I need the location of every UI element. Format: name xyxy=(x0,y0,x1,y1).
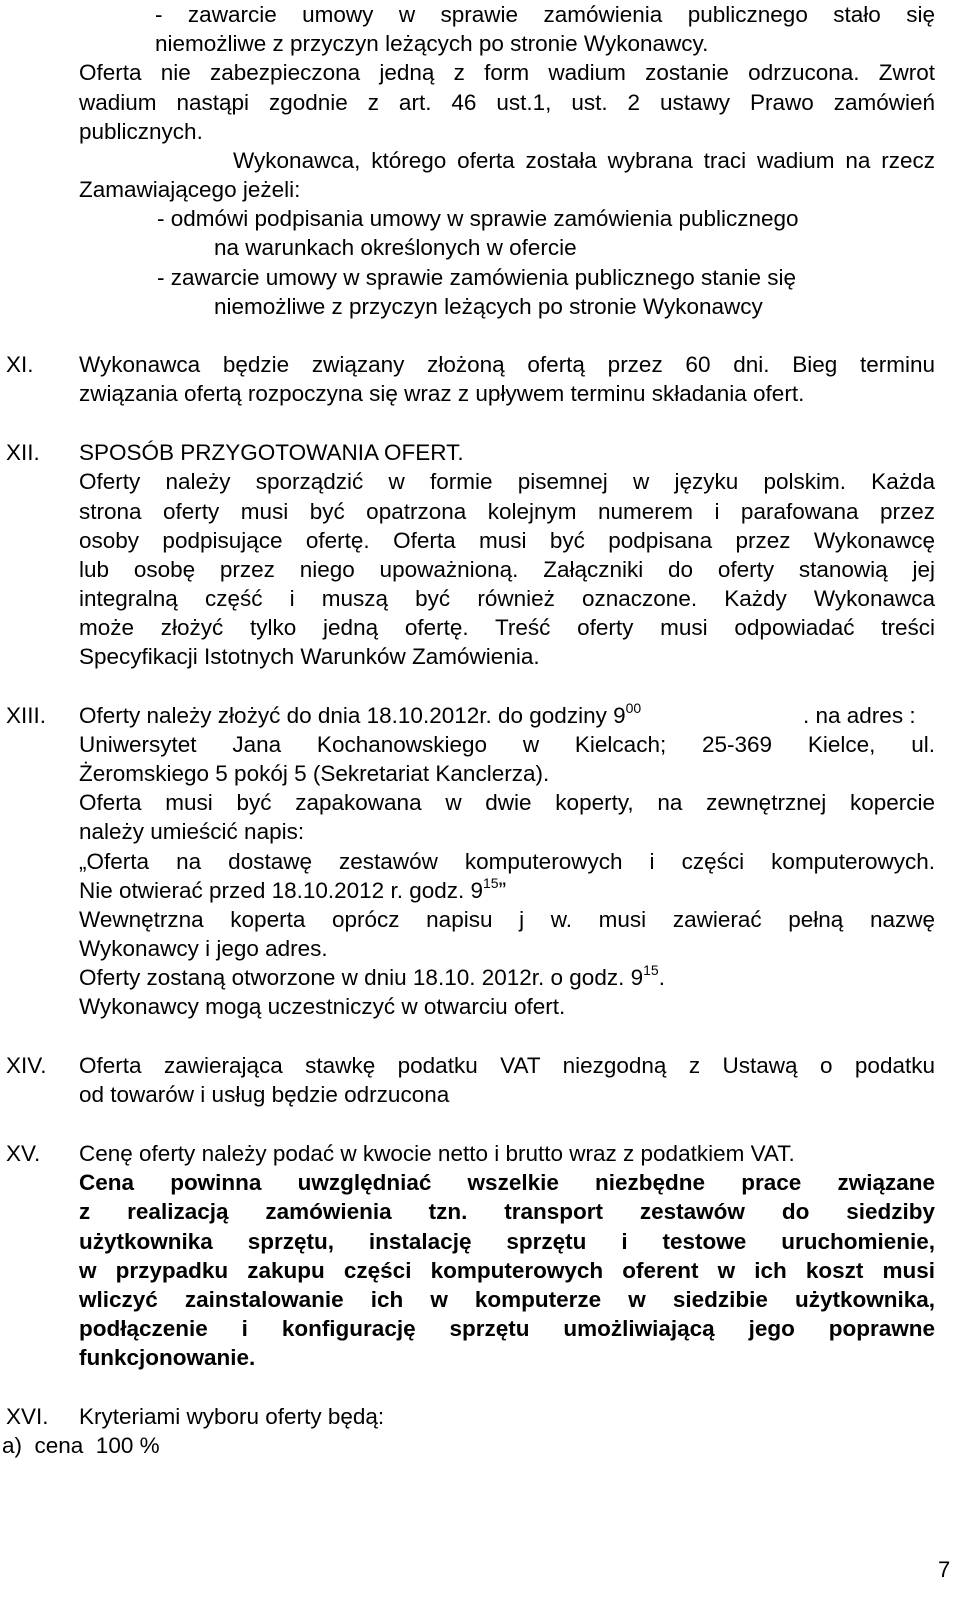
text-line: osoby podpisujące ofertę. Oferta musi być podpisana przez Wykonawcę xyxy=(79,528,935,553)
text-line: Wewnętrzna koperta oprócz napisu j w. musi zawierać pełną nazwę xyxy=(79,907,935,932)
section-number: XIII. xyxy=(6,703,47,728)
text-line: wadium nastąpi zgodnie z art. 46 ust.1, ust. 2 ustawy Prawo zamówień xyxy=(79,90,935,115)
bold-text-line: podłączenie i konfigurację sprzętu umożliwiającą jego poprawne xyxy=(79,1316,935,1341)
page-number: 7 xyxy=(938,1557,951,1582)
section-number: XV. xyxy=(6,1141,41,1166)
text-line: Wykonawca, którego oferta została wybrana traci wadium na rzecz xyxy=(233,148,935,173)
text-line: może złożyć tylko jedną ofertę. Treść oferty musi odpowiadać treści xyxy=(79,615,935,640)
text-line: integralną część i muszą być również oznaczone. Każdy Wykonawca xyxy=(79,586,935,611)
section-number: XI. xyxy=(6,352,34,377)
text-line: - zawarcie umowy w sprawie zamówienia publicznego stało się xyxy=(155,2,935,27)
text-line: „Oferta na dostawę zestawów komputerowych i części komputerowych. xyxy=(79,849,935,874)
text-line: Wykonawcy i jego adres. xyxy=(79,936,328,961)
text-line: Oferty należy złożyć do dnia 18.10.2012r. do godziny $9^{00}$ xyxy=(79,699,642,728)
bold-text-line: użytkownika sprzętu, instalację sprzętu i testowe uruchomienie, xyxy=(79,1229,935,1254)
text-line: . na adres : xyxy=(803,703,916,728)
text-line: Oferta zawierająca stawkę podatku VAT niezgodną z Ustawą o podatku xyxy=(79,1053,935,1078)
text-line: Kryteriami wyboru oferty będą: xyxy=(79,1404,385,1429)
bold-text-line: z realizacją zamówienia tzn. transport zestawów do siedziby xyxy=(79,1199,935,1224)
section-number: XII. xyxy=(6,440,40,465)
text-line: Nie otwierać przed 18.10.2012 r. godz. $9^{15}$” xyxy=(79,874,507,903)
list-item-continuation: na warunkach określonych w ofercie xyxy=(214,235,577,260)
text-line: należy umieścić napis: xyxy=(79,819,305,844)
text-line: Cenę oferty należy podać w kwocie netto i brutto wraz z podatkiem VAT. xyxy=(79,1141,795,1166)
text-line: Specyfikacji Istotnych Warunków Zamówienia. xyxy=(79,644,540,669)
bold-text-line: wliczyć zainstalowanie ich w komputerze w siedzibie użytkownika, xyxy=(79,1287,935,1312)
list-item-dash: - odmówi podpisania umowy w sprawie zamówienia publicznego xyxy=(157,206,799,231)
text-line: Wykonawca będzie związany złożoną ofertą przez 60 dni. Bieg terminu xyxy=(79,352,935,377)
text-line: strona oferty musi być opatrzona kolejnym numerem i parafowana przez xyxy=(79,499,935,524)
text-line: Zamawiającego jeżeli: xyxy=(79,177,301,202)
list-item-continuation: niemożliwe z przyczyn leżących po stronie Wykonawcy xyxy=(214,294,763,319)
text-line: niemożliwe z przyczyn leżących po stronie Wykonawcy. xyxy=(155,31,709,56)
text-line: związania ofertą rozpoczyna się wraz z upływem terminu składania ofert. xyxy=(79,381,805,406)
criteria-item: a) cena 100 % xyxy=(2,1433,160,1458)
text-line: lub osobę przez niego upoważnioną. Załączniki do oferty stanowią jej xyxy=(79,557,935,582)
text-line: Wykonawcy mogą uczestniczyć w otwarciu ofert. xyxy=(79,994,566,1019)
text-line: Żeromskiego 5 pokój 5 (Sekretariat Kanclerza). xyxy=(79,761,550,786)
list-item-dash: - zawarcie umowy w sprawie zamówienia publicznego stanie się xyxy=(157,265,797,290)
text-line: Oferty zostaną otworzone w dniu 18.10. 2012r. o godz. $9^{15}$. xyxy=(79,961,665,990)
bold-text-line: Cena powinna uwzględniać wszelkie niezbędne prace związane xyxy=(79,1170,935,1195)
text-line: Uniwersytet Jana Kochanowskiego w Kielcach; 25-369 Kielce, ul. xyxy=(79,732,935,757)
text-line: Oferty należy sporządzić w formie pisemnej w języku polskim. Każda xyxy=(79,469,935,494)
bold-text-line: w przypadku zakupu części komputerowych oferent w ich koszt musi xyxy=(79,1258,935,1283)
section-number: XIV. xyxy=(6,1053,47,1078)
section-heading: SPOSÓB PRZYGOTOWANIA OFERT. xyxy=(79,440,464,465)
text-line: Oferta musi być zapakowana w dwie koperty, na zewnętrznej kopercie xyxy=(79,790,935,815)
section-number: XVI. xyxy=(6,1404,49,1429)
text-line: publicznych. xyxy=(79,119,203,144)
text-line: Oferta nie zabezpieczona jedną z form wadium zostanie odrzucona. Zwrot xyxy=(79,60,935,85)
bold-text-line: funkcjonowanie. xyxy=(79,1345,256,1370)
text-line: od towarów i usług będzie odrzucona xyxy=(79,1082,450,1107)
